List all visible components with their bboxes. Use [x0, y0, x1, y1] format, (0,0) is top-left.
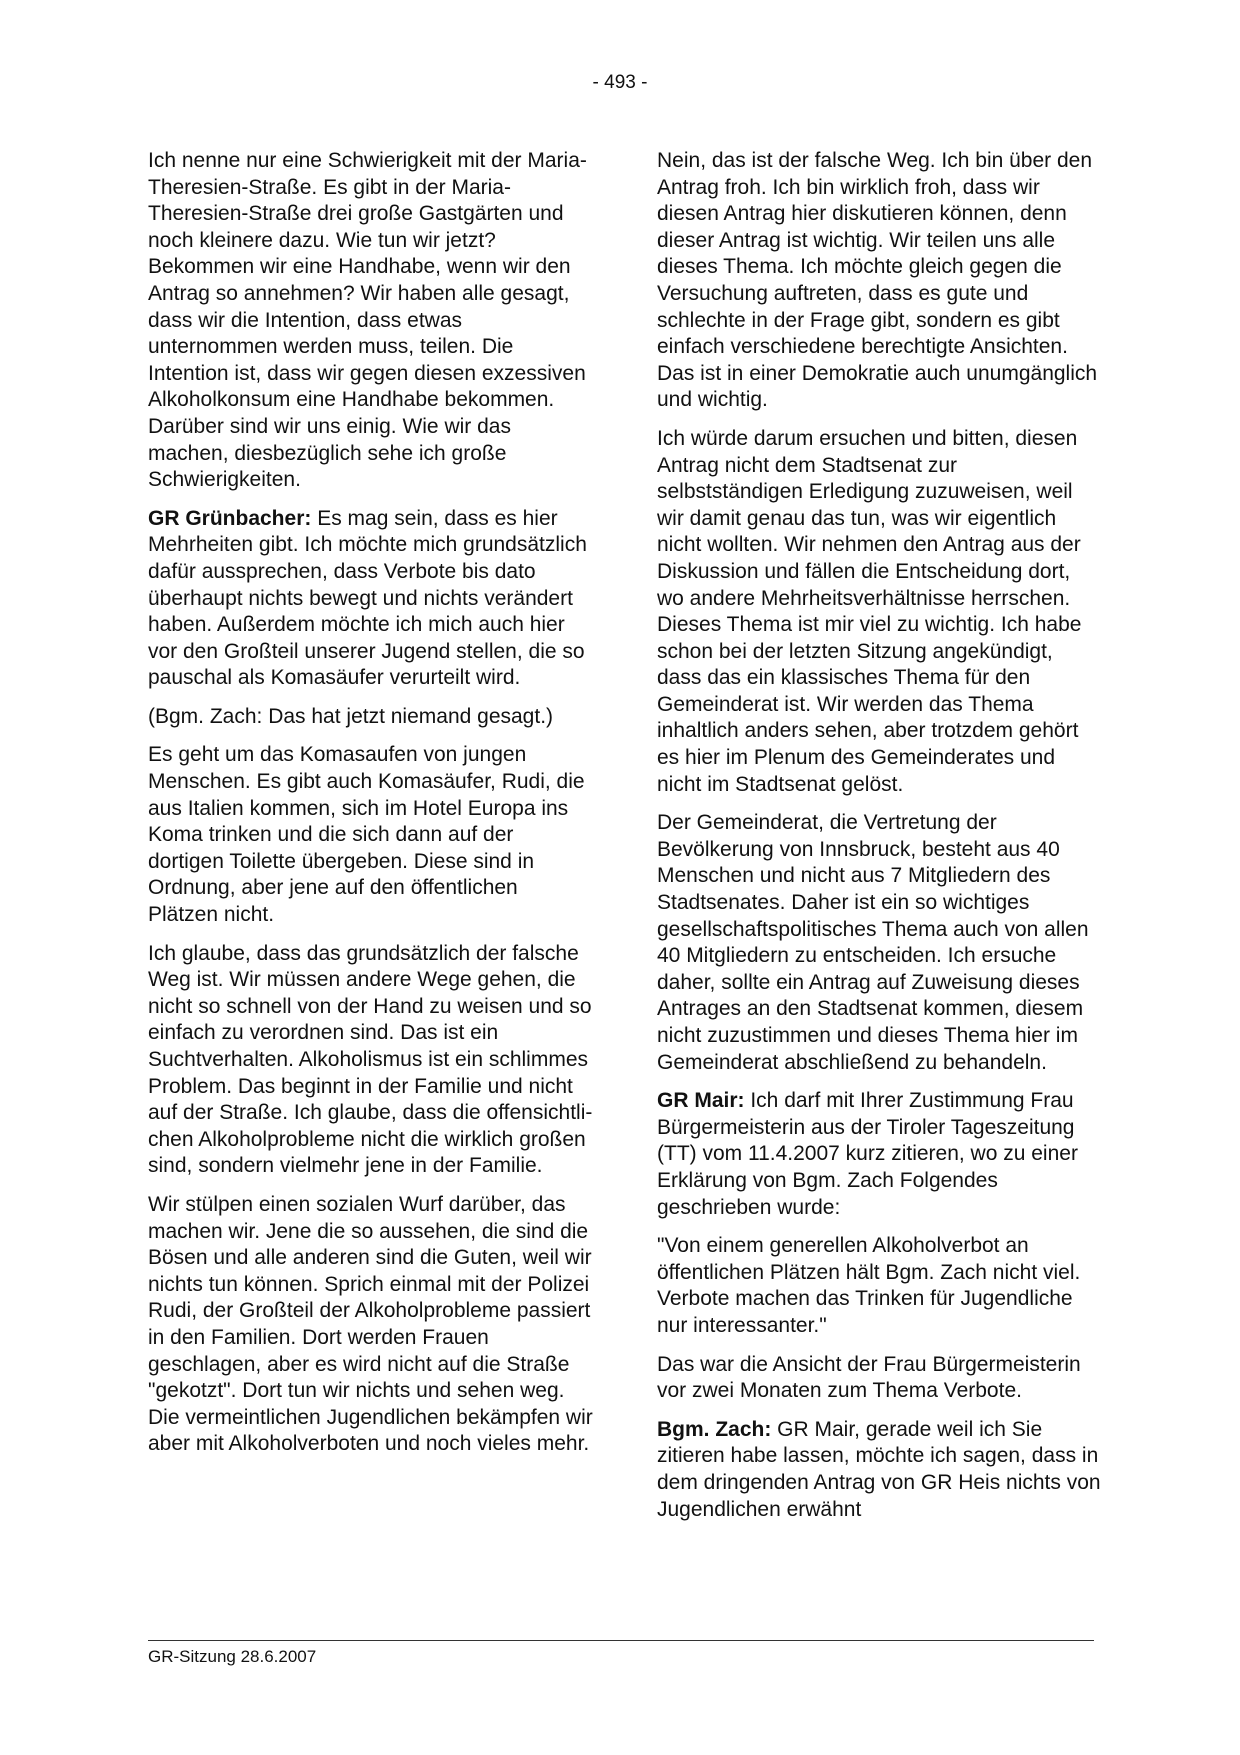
paragraph: Nein, das ist der falsche Weg. Ich bin über den Antrag froh. Ich bin wirklich froh, dass wir diesen Antrag hier diskutieren können, denn dieser Antrag ist wichtig. Wir teilen uns alle dieses Thema. Ich möchte gleich gegen die Versuchung auftreten, dass es gute und schlechte in der Frage gibt, sondern es gibt einfach verschiedene berechtigte Ansichten. Das ist in einer Demokratie auch unumgänglich und wichtig.: [657, 149, 1098, 412]
footer-divider: [148, 1640, 1094, 1641]
paragraph: GR Mair: Ich darf mit Ihrer Zustimmung Frau Bürgermeisterin aus der Tiroler Tageszeitung (TT) vom 11.4.2007 kurz zitieren, wo zu einer Erklärung von Bgm. Zach Folgendes geschrieben wurde:: [657, 1089, 1078, 1219]
speaker-name: Bgm. Zach:: [657, 1417, 772, 1441]
speaker-name: GR Grünbacher:: [148, 506, 312, 530]
page-number: - 493 -: [592, 72, 648, 93]
paragraph: Bgm. Zach: GR Mair, gerade weil ich Sie zitieren habe lassen, möchte ich sagen, dass in dem dringenden Antrag von GR Heis nichts von Jugendlichen erwähnt: [657, 1417, 1101, 1521]
paragraph: Das war die Ansicht der Frau Bürgermeisterin vor zwei Monaten zum Thema Verbote.: [657, 1352, 1081, 1403]
paragraph: Ich glaube, dass das grundsätzlich der falsche Weg ist. Wir müssen andere Wege gehen, die nicht so schnell von der Hand zu weisen und so einfach zu verordnen sind. Das ist ein Suchtverhalten. Alkoholismus ist ein schlimmes Problem. Das beginnt in der Familie und nicht auf der Straße. Ich glaube, dass die offensichtlichen Alkoholprobleme nicht die wirklich großen sind, sondern vielmehr jene in der Familie.: [148, 941, 593, 1178]
paragraph: Ich würde darum ersuchen und bitten, diesen Antrag nicht dem Stadtsenat zur selbstständigen Erledigung zuzuweisen, weil wir damit genau das tun, was wir eigentlich nicht wollten. Wir nehmen den Antrag aus der Diskussion und fällen die Entscheidung dort, wo andere Mehrheitsverhältnisse herrschen. Dieses Thema ist mir viel zu wichtig. Ich habe schon bei der letzten Sitzung angekündigt, dass das ein klassisches Thema für den Gemeinderat ist. Wir werden das Thema inhaltlich anders sehen, aber trotzdem gehört es hier im Plenum des Gemeinderates und nicht im Stadtsenat gelöst.: [657, 426, 1082, 796]
right-column: [657, 148, 1102, 1535]
paragraph: Der Gemeinderat, die Vertretung der Bevölkerung von Innsbruck, besteht aus 40 Menschen und nicht aus 7 Mitgliedern des Stadtsenates. Daher ist ein so wichtiges gesellschaftspolitisches Thema auch von allen 40 Mitgliedern zu entscheiden. Ich ersuche daher, sollte ein Antrag auf Zuweisung dieses Antrages an den Stadtsenat kommen, diesem nicht zuzustimmen und dieses Thema hier im Gemeinderat abschließend zu behandeln.: [657, 811, 1089, 1074]
left-column: [148, 148, 593, 1470]
speaker-name: GR Mair:: [657, 1089, 745, 1113]
paragraph: "Von einem generellen Alkoholverbot an öffentlichen Plätzen hält Bgm. Zach nicht viel. Verbote machen das Trinken für Jugendliche nur interessanter.": [657, 1234, 1081, 1337]
paragraph: GR Grünbacher: Es mag sein, dass es hier Mehrheiten gibt. Ich möchte mich grundsätzlich dafür aussprechen, dass Verbote bis dato überhaupt nichts bewegt und nichts verändert haben. Außerdem möchte ich mich auch hier vor den Großteil unserer Jugend stellen, die so pauschal als Komasäufer verurteilt wird.: [148, 506, 587, 690]
paragraph: Es geht um das Komasaufen von jungen Menschen. Es gibt auch Komasäufer, Rudi, die aus Italien kommen, sich im Hotel Europa ins Koma trinken und die sich dann auf der dortigen Toilette übergeben. Diese sind in Ordnung, aber jene auf den öffentlichen Plätzen nicht.: [148, 743, 585, 927]
paragraph: Ich nenne nur eine Schwierigkeit mit der Maria-Theresien-Straße. Es gibt in der Maria-Theresien-Straße drei große Gastgärten und noch kleinere dazu. Wie tun wir jetzt? Bekommen wir eine Handhabe, wenn wir den Antrag so annehmen? Wir haben alle gesagt, dass wir die Intention, dass etwas unternommen werden muss, teilen. Die Intention ist, dass wir gegen diesen exzessiven Alkoholkonsum eine Handhabe bekommen. Darüber sind wir uns einig. Wie wir das machen, diesbezüglich sehe ich große Schwierigkeiten.: [148, 149, 587, 492]
footer-text: GR-Sitzung 28.6.2007: [148, 1647, 317, 1666]
paragraph: (Bgm. Zach: Das hat jetzt niemand gesagt.): [148, 704, 554, 728]
paragraph: Wir stülpen einen sozialen Wurf darüber, das machen wir. Jene die so aussehen, die sind die Bösen und alle anderen sind die Guten, weil wir nichts tun können. Sprich einmal mit der Polizei Rudi, der Großteil der Alkoholprobleme passiert in den Familien. Dort werden Frauen geschlagen, aber es wird nicht auf die Straße "gekotzt". Dort tun wir nichts und sehen weg. Die vermeintlichen Jugendlichen bekämpfen wir aber mit Alkoholverboten und noch vieles mehr.: [148, 1192, 593, 1456]
